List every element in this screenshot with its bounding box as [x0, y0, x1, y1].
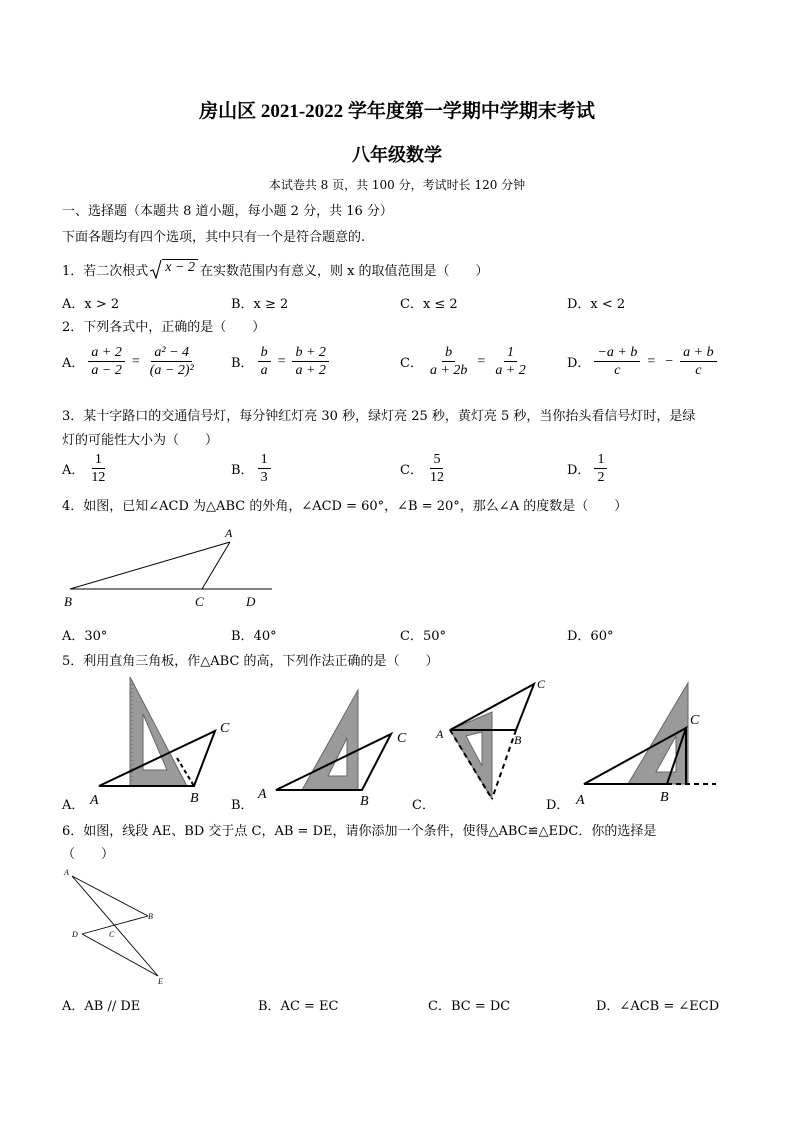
- q3-option-d[interactable]: [567, 451, 607, 486]
- q1-option-c[interactable]: C．x ≤ 2: [400, 297, 458, 312]
- minus-sign: −: [665, 353, 674, 369]
- q5-option-b[interactable]: B．: [231, 798, 254, 813]
- q2-option-a[interactable]: A． $\frac{a + 2}{a - 2}$ = $\frac{\text{a² − 4}}{\text{(a − 2)²}}$: [62, 344, 197, 379]
- label-a: A: [225, 526, 233, 540]
- question-3-stem-line2: 灯的可能性大小为（ ）: [62, 433, 219, 448]
- q5-figure-a: [85, 674, 245, 810]
- set-square: [450, 712, 492, 799]
- label-b: B: [660, 790, 669, 805]
- option-label: A．: [62, 356, 85, 371]
- q6-option-c[interactable]: C．BC = DC: [428, 999, 511, 1014]
- q5-figure-c: [428, 674, 558, 810]
- label-e: E: [158, 977, 163, 986]
- exam-title: 房山区 2021-2022 学年度第一学期中学期末考试: [199, 101, 595, 122]
- exam-info: 本试卷共 8 页，共 100 分，考试时长 120 分钟: [268, 178, 526, 192]
- segment-ae: [72, 876, 158, 976]
- question-6-stem-line2: （ ）: [62, 847, 115, 862]
- q4-option-b[interactable]: B．40°: [231, 629, 277, 644]
- q5-figure-d: [570, 680, 720, 810]
- section-heading: 一、选择题（本题共 8 道小题，每小题 2 分，共 16 分）: [62, 204, 393, 219]
- q2-option-b[interactable]: B． $\frac{b}{a}$ = $\frac{b + 2}{a + 2}$: [231, 344, 329, 379]
- fraction: $\frac{b}{a + 2b}$: [429, 345, 468, 378]
- question-2-stem: 2．下列各式中，正确的是（ ）: [62, 320, 266, 335]
- label-b: B: [360, 794, 369, 809]
- label-a: A: [90, 793, 99, 808]
- q4-option-d[interactable]: D．60°: [567, 629, 614, 644]
- q1-option-d[interactable]: D．x < 2: [567, 297, 626, 312]
- fraction: $\frac{b + 2}{a + 2}$: [292, 344, 328, 379]
- q6-option-d[interactable]: D．∠ACB = ∠ECD: [596, 999, 720, 1014]
- dash-line-2: [492, 730, 516, 799]
- sqrt-icon: [150, 259, 162, 279]
- exam-subtitle: 八年级数学: [352, 145, 442, 166]
- label-b: B: [190, 791, 199, 806]
- option-label: B．: [231, 356, 254, 371]
- q1-stem-post: 在实数范围内有意义，则 x 的取值范围是（ ）: [199, 263, 489, 279]
- label-b: B: [514, 733, 522, 747]
- segment-de: [82, 934, 158, 976]
- fraction: $\frac{5}{12}$: [429, 452, 444, 485]
- label-a: A: [436, 727, 444, 741]
- label-b: B: [148, 912, 153, 921]
- option-label: D．: [567, 463, 591, 478]
- q4-triangle-figure: [60, 522, 280, 614]
- q4-option-a[interactable]: A．30°: [62, 629, 108, 644]
- question-6-stem-line1: 6．如图，线段 AE、BD 交于点 C，AB = DE，请你添加一个条件，使得△ABC≌△EDC．你的选择是: [62, 824, 657, 839]
- q5-option-a[interactable]: A．: [62, 798, 85, 813]
- fraction: $\frac{\text{a² − 4}}{\text{(a − 2)²}}$: [149, 345, 194, 378]
- q5-figure-b: [254, 686, 414, 810]
- label-c: C: [690, 713, 700, 728]
- fraction: $\frac{1}{3}$: [258, 451, 271, 486]
- label-a: A: [64, 868, 69, 877]
- option-label: C．: [400, 356, 423, 371]
- option-label: C．: [400, 463, 423, 478]
- q1-option-a[interactable]: A．x > 2: [62, 297, 120, 312]
- q5-option-c[interactable]: C．: [412, 798, 435, 813]
- q1-radicand: x − 2: [162, 259, 198, 279]
- fraction: $\frac{1}{2}$: [594, 451, 607, 486]
- label-d: D: [72, 930, 78, 939]
- fraction: $\frac{a + 2}{a - 2}$: [88, 344, 124, 379]
- fraction: $\frac{1}{12}$: [91, 452, 106, 485]
- segment-db: [82, 916, 148, 934]
- question-5-stem: 5．利用直角三角板，作△ABC 的高，下列作法正确的是（ ）: [62, 654, 439, 669]
- label-c: C: [195, 594, 204, 609]
- q2-option-c[interactable]: C． $\frac{b}{a + 2b}$ = $\frac{1}{a + 2}$: [400, 344, 529, 379]
- option-label: B．: [231, 463, 254, 478]
- fraction: $\frac{-a + b}{c}$: [594, 344, 640, 379]
- label-d: D: [246, 594, 256, 609]
- label-b: B: [64, 594, 72, 609]
- label-c: C: [220, 721, 230, 736]
- label-c: C: [109, 930, 115, 939]
- fraction: $\frac{a + b}{c}$: [680, 344, 716, 379]
- label-a: A: [258, 787, 267, 802]
- fraction: $\frac{b}{a}$: [258, 344, 271, 379]
- radical-sign: [150, 259, 198, 279]
- option-label: A．: [62, 463, 85, 478]
- label-a: A: [576, 793, 585, 808]
- q3-option-a[interactable]: [62, 451, 108, 486]
- option-label: D．: [567, 356, 591, 371]
- question-3-stem-line1: 3．某十字路口的交通信号灯，每分钟红灯亮 30 秒，绿灯亮 25 秒，黄灯亮 5 秒，当你抬头看信号灯时，是绿: [62, 409, 696, 424]
- q6-option-a[interactable]: A．AB // DE: [62, 999, 141, 1014]
- q3-option-c[interactable]: [400, 451, 447, 486]
- q4-option-c[interactable]: C．50°: [400, 629, 446, 644]
- q2-option-d[interactable]: D． $\frac{-a + b}{c}$ = − $\frac{a + b}{c}$: [567, 344, 717, 379]
- label-c: C: [397, 731, 407, 746]
- q3-option-b[interactable]: [231, 451, 271, 486]
- section-instruction: 下面各题均有四个选项，其中只有一个是符合题意的.: [62, 230, 366, 245]
- fraction: $\frac{1}{a + 2}$: [495, 345, 526, 378]
- question-1-stem: [62, 259, 489, 279]
- q1-stem-pre: 1．若二次根式: [62, 263, 149, 279]
- q6-figure: [62, 866, 172, 990]
- q6-option-b[interactable]: B．AC = EC: [258, 999, 339, 1014]
- q1-option-b[interactable]: B．x ≥ 2: [231, 297, 289, 312]
- label-c: C: [537, 677, 546, 691]
- question-4-stem: 4．如图，已知∠ACD 为△ABC 的外角，∠ACD = 60°，∠B = 20°，那么∠A 的度数是（ ）: [62, 499, 628, 514]
- q5-option-d[interactable]: D．: [546, 798, 570, 813]
- segment-ab: [72, 876, 148, 916]
